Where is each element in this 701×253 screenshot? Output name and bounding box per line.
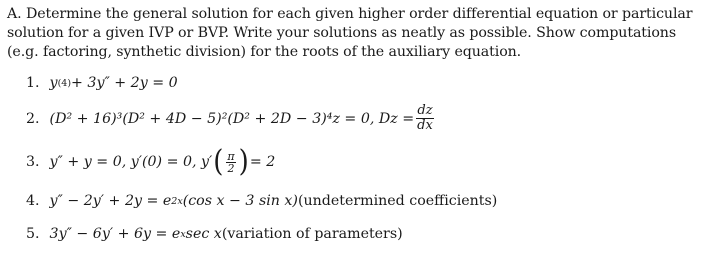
equation-part: y″ − 2y′ + 2y = e bbox=[49, 193, 172, 209]
problem-number: 3. bbox=[26, 154, 40, 170]
problem-number: 5. bbox=[26, 226, 40, 242]
fraction-numerator: π bbox=[227, 149, 235, 163]
equation-part: (cos x − 3 sin x) bbox=[182, 193, 298, 209]
problem-2 bbox=[26, 104, 436, 133]
fraction-denominator: dx bbox=[417, 118, 433, 133]
fraction-denominator: 2 bbox=[227, 161, 235, 175]
problem-3 bbox=[26, 144, 276, 180]
fraction-numerator: dz bbox=[417, 103, 433, 118]
problem-number: 2. bbox=[26, 110, 40, 127]
left-paren: ( bbox=[213, 144, 224, 180]
fraction-dz-dx bbox=[416, 104, 434, 133]
method-note: (undetermined coefficients) bbox=[297, 193, 498, 209]
problem-1 bbox=[26, 75, 178, 91]
equation-superscript: 2x bbox=[171, 195, 183, 207]
problem-4 bbox=[26, 193, 497, 209]
equation-part: y″ + y = 0, y′(0) = 0, y′ bbox=[49, 154, 213, 170]
equation-part: = 2 bbox=[249, 154, 276, 170]
equation-part: (D² + 16)³(D² + 4D − 5)²(D² + 2D − 3)⁴z = 0, Dz = bbox=[49, 110, 415, 127]
equation-part: y bbox=[49, 75, 58, 91]
method-note: (variation of parameters) bbox=[221, 226, 403, 242]
equation-part: sec x bbox=[185, 226, 222, 242]
problem-number: 4. bbox=[26, 193, 40, 209]
equation-part: 3y″ − 6y′ + 6y = e bbox=[49, 226, 181, 242]
problem-number: 1. bbox=[26, 75, 40, 91]
equation-part: + 3y″ + 2y = 0 bbox=[71, 75, 178, 91]
problem-5 bbox=[26, 226, 403, 242]
right-paren: ) bbox=[238, 144, 249, 180]
equation-superscript: (4) bbox=[57, 77, 72, 89]
fraction-pi-over-2 bbox=[226, 151, 235, 174]
instructions-paragraph: A. Determine the general solution for each given higher order differential equation or particular solution for a given IVP or BVP. Write your solutions as neatly as possible. Show computations (e.g. factoring, synthetic division) for the roots of the auxiliary equation. bbox=[7, 6, 693, 60]
equation-superscript: x bbox=[180, 228, 186, 240]
